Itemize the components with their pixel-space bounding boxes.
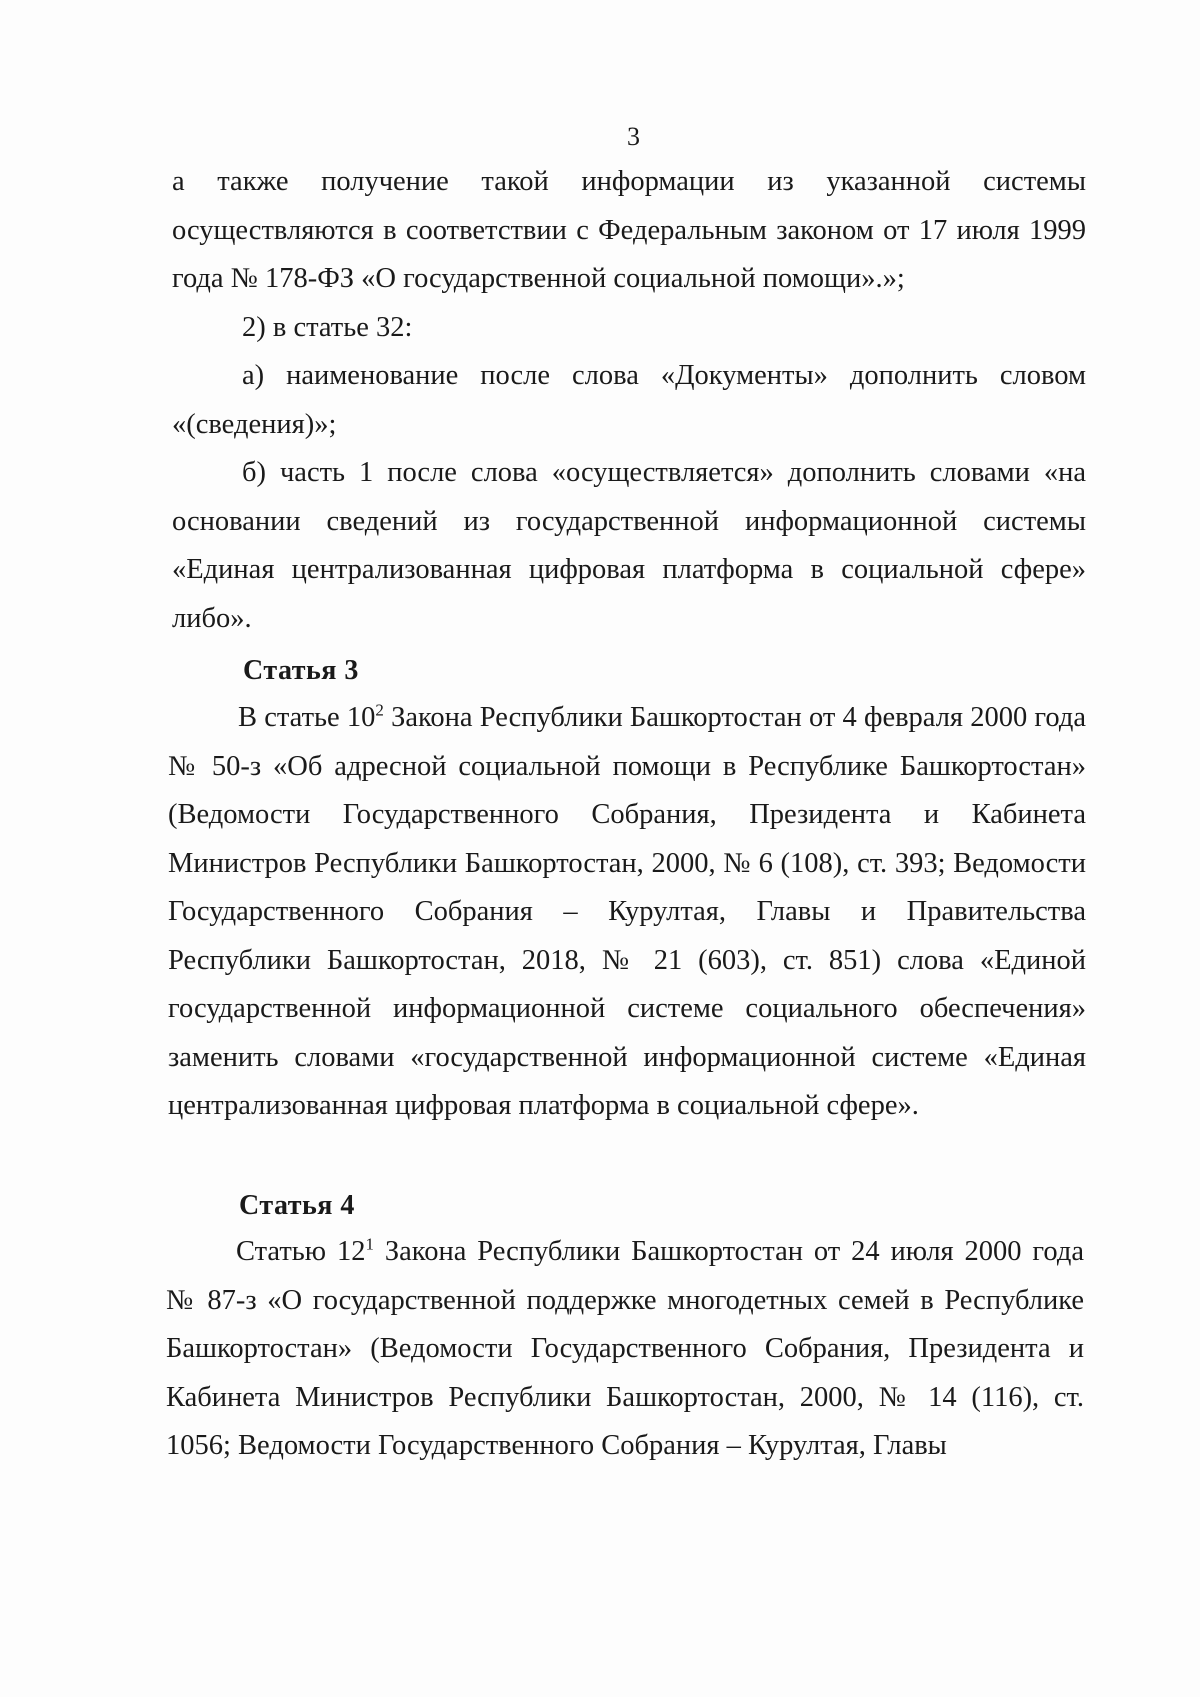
paragraph: а) наименование после слова «Документы» дополнить словом «(сведения)»; [172, 360, 1086, 440]
article-4-heading: Статья 4 [239, 1190, 355, 1221]
continued-text-block [172, 158, 1086, 643]
article-3-heading: Статья 3 [243, 655, 359, 686]
paragraph: а также получение такой информации из указанной системы осуществляются в соответствии с Федеральным законом от 17 июля 1999 года № 178-ФЗ «О государственной социальной помощи».»; [172, 166, 1086, 294]
article-4-text [166, 1228, 1084, 1471]
text-segment: Статью 12 [236, 1236, 366, 1267]
paragraph [166, 1228, 1084, 1471]
paragraph: 2) в статье 32: [242, 311, 413, 343]
text-segment: Закона Республики Башкортостан от 24 июля 2000 года № 87-з «О государственной поддержке многодетных семей в Республике Башкортостан» (Ведомости Государственного Собрания, Президента и Кабинета Министров Республики Башкортостан, 2000, № 14 (116), ст. 1056; Ведомости Государственного Собрания – Курултая, Главы [166, 1236, 1084, 1461]
superscript: 2 [375, 700, 384, 720]
article-3-text [168, 694, 1086, 1131]
paragraph: б) часть 1 после слова «осуществляется» дополнить словами «на основании сведений из государственной информационной системы «Единая централизованная цифровая платформа в социальной сфере» либо». [172, 457, 1086, 634]
paragraph [168, 694, 1086, 1131]
text-segment: Закона Республики Башкортостан от 4 февраля 2000 года № 50-з «Об адресной социальной помощи в Республике Башкортостан» (Ведомости Государственного Собрания, Президента и Кабинета Министров Республики Башкортостан, 2000, № 6 (108), ст. 393; Ведомости Государственного Собрания – Курултая, Главы и Правительства Республики Башкортостан, 2018, № 21 (603), ст. 851) слова «Единой государственной информационной системе социального обеспечения» заменить словами «государственной информационной системе «Единая централизованная цифровая платформа в социальной сфере». [168, 702, 1086, 1121]
page-number: 3 [627, 122, 640, 151]
superscript: 1 [365, 1234, 374, 1254]
text-segment: В статье 10 [238, 702, 376, 733]
